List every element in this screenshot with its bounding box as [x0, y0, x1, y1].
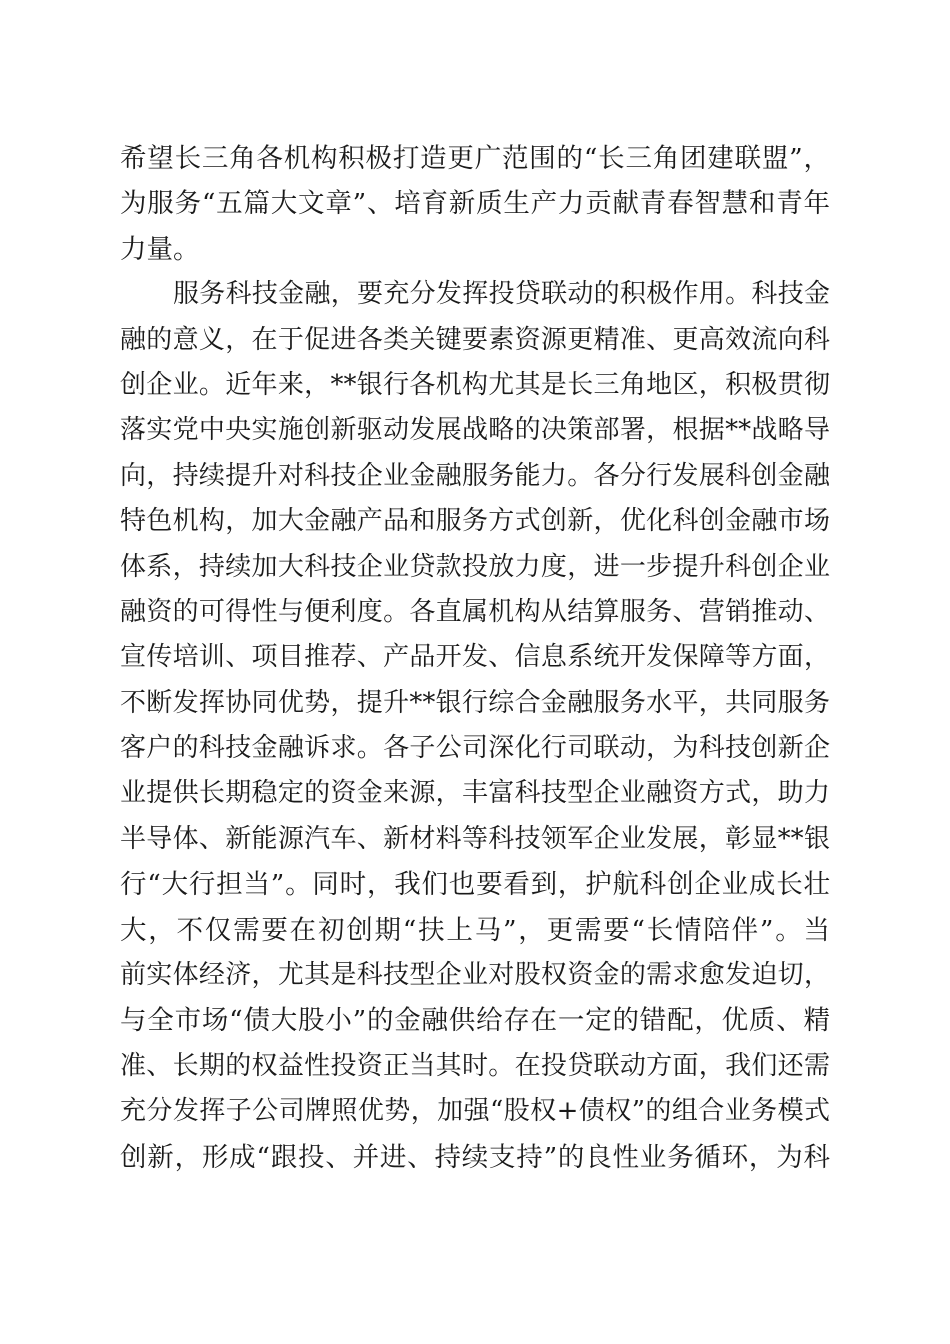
text-line: 希望长三角各机构积极打造更广范围的“长三角团建联盟”， [120, 143, 830, 174]
document-body [120, 136, 830, 1180]
paragraph-1 [120, 136, 830, 272]
text-line: 前实体经济，尤其是科技型企业对股权资金的需求愈发迫切， [120, 960, 830, 991]
text-line: 落实党中央实施创新驱动发展战略的决策部署，根据**战略导 [120, 415, 830, 446]
text-line: 特色机构，加大金融产品和服务方式创新，优化科创金融市场 [120, 506, 830, 537]
text-line: 与全市场“债大股小”的金融供给存在一定的错配，优质、精 [120, 1005, 830, 1037]
text-line: 向，持续提升对科技企业金融服务能力。各分行发展科创金融 [120, 460, 830, 491]
text-line: 服务科技金融，要充分发挥投贷联动的积极作用。科技金 [173, 279, 830, 310]
text-line: 宣传培训、项目推荐、产品开发、信息系统开发保障等方面， [120, 642, 830, 673]
text-line: 准、长期的权益性投资正当其时。在投贷联动方面，我们还需 [120, 1050, 830, 1081]
text-line: 融的意义，在于促进各类关键要素资源更精准、更高效流向科 [120, 324, 830, 355]
text-line: 充分发挥子公司牌照优势，加强“股权+债权”的组合业务模式 [120, 1096, 830, 1127]
text-line: 业提供长期稳定的资金来源，丰富科技型企业融资方式，助力 [120, 778, 830, 809]
text-line: 力量。 [120, 233, 200, 265]
text-line: 体系，持续加大科技企业贷款投放力度，进一步提升科创企业 [120, 551, 830, 582]
text-line: 大，不仅需要在初创期“扶上马”，更需要“长情陪伴”。当 [120, 914, 830, 946]
text-line: 创企业。近年来，**银行各机构尤其是长三角地区，积极贯彻 [120, 369, 830, 400]
text-line: 客户的科技金融诉求。各子公司深化行司联动，为科技创新企 [120, 733, 830, 764]
text-line: 融资的可得性与便利度。各直属机构从结算服务、营销推动、 [120, 596, 830, 627]
text-line: 为服务“五篇大文章”、培育新质生产力贡献青春智慧和青年 [120, 188, 830, 220]
paragraph-2 [120, 272, 830, 1180]
text-line: 半导体、新能源汽车、新材料等科技领军企业发展，彰显**银 [120, 823, 830, 854]
text-line: 不断发挥协同优势，提升**银行综合金融服务水平，共同服务 [120, 687, 830, 718]
text-line: 行“大行担当”。同时，我们也要看到，护航科创企业成长壮 [120, 869, 830, 901]
text-line: 创新，形成“跟投、并进、持续支持”的良性业务循环，为科 [120, 1141, 830, 1173]
